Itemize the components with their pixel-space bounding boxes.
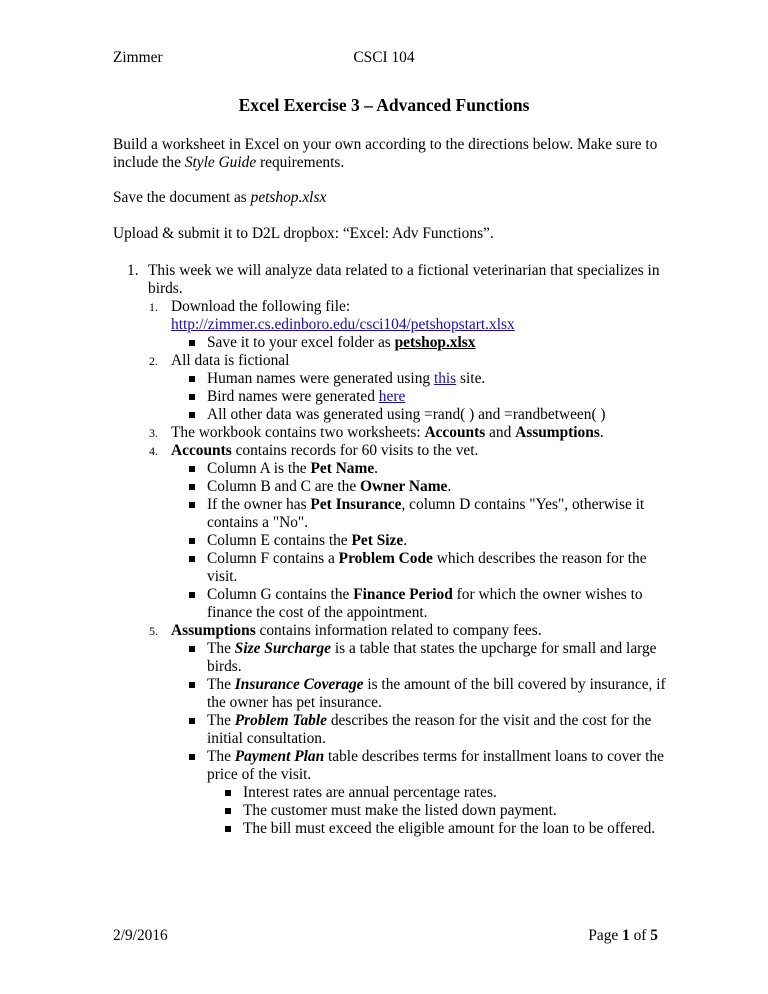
bullet-square-icon	[189, 376, 195, 382]
sub-item-1	[113, 298, 668, 316]
bullet-text: Human names were generated using	[207, 370, 434, 387]
page-title: Excel Exercise 3 – Advanced Functions	[238, 95, 530, 115]
intro-text: Save the document as	[113, 189, 251, 206]
bullet-text: which describes the reason for the	[432, 550, 647, 567]
sub-item-3	[113, 424, 668, 442]
field-term: Problem Code	[338, 550, 433, 567]
field-term: Payment Plan	[234, 748, 325, 765]
sub-item-4	[113, 442, 668, 460]
bullet-text: Bird names were generated	[207, 388, 379, 405]
bullet-text: All other data was generated using =rand( ) and =randbetween( )	[207, 406, 606, 423]
bullet-continuation: price of the visit.	[207, 766, 312, 783]
sub-bullet-item	[113, 784, 668, 802]
bullet-square-icon	[189, 718, 195, 724]
instruction-list	[113, 262, 668, 838]
intro-text: Build a worksheet in Excel on your own according to the directions below. Make sure to include the	[113, 136, 658, 171]
field-term: Insurance Coverage	[234, 676, 364, 693]
bullet-continuation: the owner has pet insurance.	[207, 694, 382, 711]
page-of: of	[629, 927, 651, 944]
bullet-text: table describes terms for installment loans to cover the	[324, 748, 664, 765]
sub-bullet-item	[113, 802, 668, 820]
sub-bullet-item	[113, 820, 668, 838]
file-name: petshop.xlsx	[394, 334, 476, 351]
bullet-square-icon	[189, 484, 195, 490]
bullet-item	[113, 748, 668, 766]
bullet-item	[113, 406, 668, 424]
sub-number: 5.	[149, 624, 158, 638]
bullet-square-icon	[225, 808, 231, 814]
bullet-square-icon	[189, 754, 195, 760]
bullet-text: The bill must exceed the eligible amount for the loan to be offered.	[243, 820, 656, 837]
bullet-square-icon	[189, 682, 195, 688]
current-page: 1	[622, 927, 630, 944]
bullet-text: If the owner has	[207, 496, 311, 513]
bullet-text: The customer must make the listed down payment.	[243, 802, 557, 819]
header-author: Zimmer	[113, 49, 163, 66]
list-item-text: This week we will analyze data related to a fictional veterinarian that specializes in birds.	[148, 262, 660, 297]
bullet-text: is the amount of the bill covered by insurance, if	[363, 676, 666, 693]
sub-item-text: .	[599, 424, 604, 441]
bullet-square-icon	[189, 646, 195, 652]
worksheet-name: Assumptions	[515, 424, 600, 441]
sub-item-text: All data is fictional	[171, 352, 290, 369]
bullet-text: The	[207, 712, 235, 729]
field-term: Pet Name	[310, 460, 375, 477]
bullet-text: Save it to your excel folder as	[207, 334, 395, 351]
bullet-item	[113, 550, 668, 568]
bullet-text: Column E contains the	[207, 532, 352, 549]
bullet-continuation: birds.	[207, 658, 242, 675]
sub-item-text: and	[485, 424, 516, 441]
footer-date: 2/9/2016	[113, 927, 168, 944]
header-course: CSCI 104	[353, 49, 415, 66]
bullet-text: Column A is the	[207, 460, 311, 477]
bullet-item: Column A is the Pet Name.	[113, 460, 668, 478]
bullet-square-icon	[189, 412, 195, 418]
sub-item-text: Download the following file:	[171, 298, 351, 315]
sub-item-text: contains records for 60 visits to the vet.	[231, 442, 479, 459]
sub-item-5	[113, 622, 668, 640]
intro-paragraph-2	[113, 189, 658, 207]
sub-item-text: contains information related to company fees.	[255, 622, 542, 639]
download-link[interactable]: http://zimmer.cs.edinboro.edu/csci104/petshopstart.xlsx	[171, 316, 515, 333]
bullet-square-icon	[189, 592, 195, 598]
page-label: Page	[588, 927, 623, 944]
bullet-text: Column B and C are the	[207, 478, 361, 495]
intro-text: requirements.	[256, 154, 345, 171]
bullet-text: Column G contains the	[207, 586, 354, 603]
bullet-item	[113, 334, 668, 352]
bullet-item	[113, 388, 668, 406]
bullet-square-icon	[189, 466, 195, 472]
bullet-item	[113, 712, 668, 730]
sub-item-2	[113, 352, 668, 370]
field-term: Pet Insurance	[310, 496, 402, 513]
worksheet-name: Accounts	[171, 442, 232, 459]
bullet-text: Column F contains a	[207, 550, 339, 567]
bullet-item	[113, 586, 668, 604]
bird-names-link[interactable]: here	[378, 388, 406, 405]
field-term: Owner Name	[360, 478, 448, 495]
bullet-continuation: finance the cost of the appointment.	[207, 604, 428, 621]
list-item-1	[113, 262, 668, 298]
sub-number: 2.	[149, 354, 158, 368]
bullet-item	[113, 676, 668, 694]
bullet-square-icon	[225, 790, 231, 796]
sub-number: 3.	[149, 426, 158, 440]
worksheet-name: Accounts	[424, 424, 486, 441]
list-number: 1.	[127, 262, 139, 279]
bullet-continuation: initial consultation.	[207, 730, 326, 747]
bullet-square-icon	[189, 538, 195, 544]
total-pages: 5	[650, 927, 658, 944]
bullet-continuation: visit.	[207, 568, 238, 585]
file-name: petshop.xlsx	[250, 189, 327, 206]
bullet-item	[113, 496, 668, 514]
bullet-text: The	[207, 640, 235, 657]
footer-page-number	[588, 927, 658, 945]
intro-paragraph-1	[113, 136, 658, 172]
bullet-text: for which the owner wishes to	[452, 586, 643, 603]
intro-paragraph-3: Upload & submit it to D2L dropbox: “Excel: Adv Functions”.	[113, 225, 494, 242]
bullet-text: Interest rates are annual percentage rates.	[243, 784, 497, 801]
field-term: Problem Table	[234, 712, 327, 729]
bullet-text: The	[207, 748, 235, 765]
field-term: Size Surcharge	[234, 640, 331, 657]
bullet-square-icon	[189, 556, 195, 562]
bullet-square-icon	[225, 826, 231, 832]
sub-item-text: The workbook contains two worksheets:	[171, 424, 425, 441]
bullet-text: describes the reason for the visit and the cost for the	[326, 712, 652, 729]
human-names-link[interactable]: this	[433, 370, 457, 387]
bullet-item	[113, 370, 668, 388]
field-term: Pet Size	[351, 532, 404, 549]
bullet-item: Column B and C are the Owner Name.	[113, 478, 668, 496]
bullet-item: Column E contains the Pet Size.	[113, 532, 668, 550]
bullet-square-icon	[189, 340, 195, 346]
bullet-text: site.	[456, 370, 486, 387]
sub-number: 4.	[149, 444, 158, 458]
download-link-row	[113, 316, 668, 334]
bullet-text: The	[207, 676, 235, 693]
bullet-text: , column D contains "Yes", otherwise it	[401, 496, 645, 513]
worksheet-name: Assumptions	[171, 622, 256, 639]
bullet-text: is a table that states the upcharge for small and large	[331, 640, 657, 657]
bullet-item	[113, 640, 668, 658]
field-term: Finance Period	[353, 586, 453, 603]
sub-number: 1.	[149, 300, 158, 314]
style-guide-term: Style Guide	[184, 154, 257, 171]
bullet-square-icon	[189, 394, 195, 400]
bullet-square-icon	[189, 502, 195, 508]
bullet-continuation: contains a "No".	[207, 514, 309, 531]
